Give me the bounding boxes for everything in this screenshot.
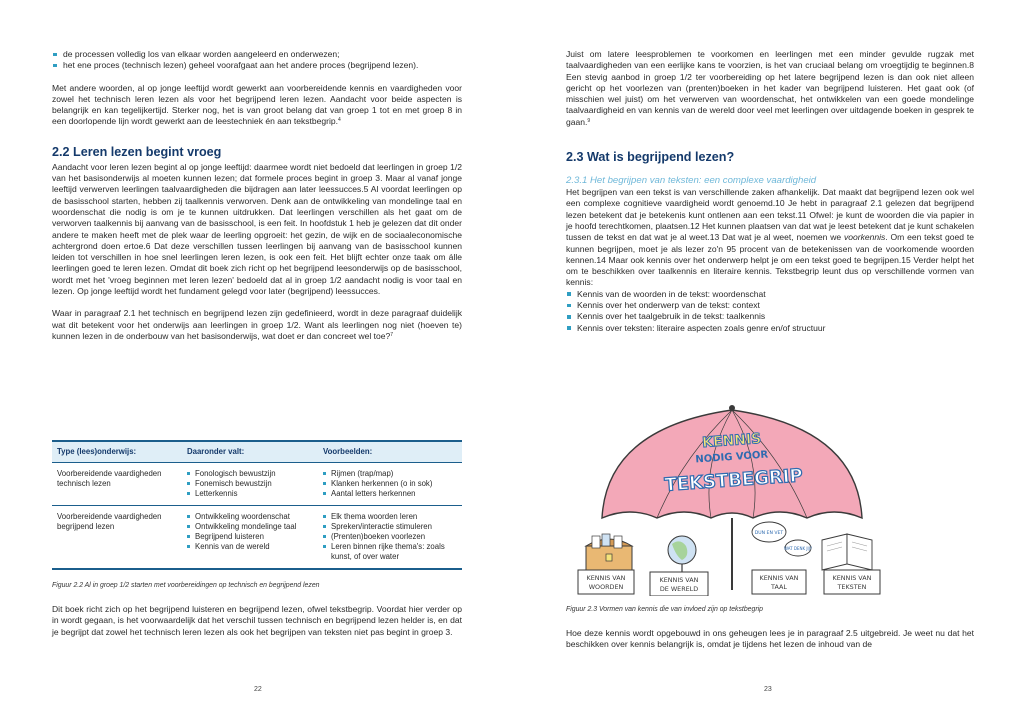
sign-label: KENNIS VAN	[659, 576, 699, 584]
sign-kennis-van-taal	[752, 570, 806, 594]
sign-label: WOORDEN	[588, 583, 624, 591]
umbrella-canopy	[602, 410, 862, 518]
table-row	[52, 506, 462, 570]
treasure-chest-icon	[586, 534, 632, 574]
subsection-heading: 2.3.1 Het begrijpen van teksten: een complexe vaardigheid	[566, 175, 817, 187]
paragraph: Aandacht voor leren lezen begint al op jonge leeftijd: daarmee wordt niet bedoeld dat leerlingen in groep 1/2 van het basisonderwijs al moeten kunnen lezen; dat formele proces begint in groep 3. Maar al vanaf jonge leeftijd verwerven leerlingen taalvaardigheden die bijdragen aan later leessucces.5 Al voordat leerlingen op de basisschool starten, hebben zij taalkennis verworven. Denk aan de ontwikkeling van mondelinge taal en woordenschat die nodig is om je te kunnen uitdrukken. Dat leerlingen verschillen als het gaat om de verworven taalkennis bij aanvang van de basisschool, is een feit. In hoofdstuk 1 heb je gelezen dat dit onder andere te maken heeft met de plek waar de leerling opgroeit: het gezin, de wijk en de sociaaleconomische achtergrond doen ertoe.6 Dat deze verschillen tussen leerlingen bij aanvang van de basisschool kunnen leiden tot verschillen in hoe snel leerlingen leren lezen, is ook een feit. Het blijft echter onze taak om álle leerlingen goed te leren lezen. Omdat dit boek zich richt op het begrijpend leesonderwijs op de basisschool, wordt met het 'vroeg beginnen met leren lezen' bedoeld dat al in groep 1/2 aandacht nodig is voor taal en lezen. Op jonge leeftijd wordt het fundament gelegd voor later (begrijpend) leessucces.	[52, 161, 462, 297]
table-cell	[182, 463, 318, 506]
open-book-icon	[822, 534, 872, 570]
table-header: Voorbeelden:	[318, 441, 462, 463]
bubble-text: WAT DENK JIJ?	[783, 546, 813, 551]
sign-kennis-van-woorden	[578, 570, 634, 594]
paragraph: Het begrijpen van een tekst is van verschillende zaken afhankelijk. Dat maakt dat begrijpend lezen ook wel een complexe cognitieve vaardigheid wordt genoemd.10 Je hebt in paragraaf 2.1 gelezen dat begrijpend lezen betekent dat je betekenis kunt ontlenen aan een tekst.11 Ofwel: je kunt de woorden die via papier in je hoofd terechtkomen, plaatsen.12 Het kunnen plaatsen van dat wat je leest betekent dat je kunt schakelen tussen de tekst en dat wat je al weet.13 Dat wat je al weet, noemen we voorkennis. Om een tekst goed te kunnen begrijpen, moet je als lezer zo'n 95 procent van de betekenissen van de voorkomende woorden kennen.14 Maar ook kennis over het onderwerp helpt je om een tekst goed te begrijpen.15 Verder helpt het om te beschikken over taalkennis en literaire kennis. Tekstbegrip leunt dus op verschillende vormen van kennis:	[566, 187, 974, 288]
table-cell	[182, 506, 318, 570]
page-number: 22	[254, 686, 262, 693]
paragraph: Waar in paragraaf 2.1 het technisch en begrijpend lezen zijn gedefinieerd, wordt in deze paragraaf duidelijk wat dit betekent voor het onderwijs aan leerlingen in groep 1/2. Want als leerlingen nog niet (hoeven te) kunnen lezen in de onderbouw van het basisonderwijs, wat doet er dan concreet wel toe?$^7$	[52, 308, 462, 341]
list-item: Kennis van de woorden in de tekst: woordenschat	[566, 289, 974, 300]
table-cell	[318, 506, 462, 570]
table-cell: Voorbereidende vaardigheden begrijpend lezen	[52, 506, 182, 570]
figure-caption: Figuur 2.2 Al in groep 1/2 starten met voorbereidingen op technisch en begrijpend lezen	[52, 582, 320, 589]
sign-label: DE WERELD	[659, 585, 699, 593]
umbrella-illustration	[572, 398, 892, 596]
list-item: Kennis over het taalgebruik in de tekst: taalkennis	[566, 311, 974, 322]
footnote-ref: 4	[338, 117, 341, 124]
umbrella-title-line3: TEKSTBEGRIP	[663, 465, 804, 496]
table-cell	[318, 463, 462, 506]
section-heading: 2.2 Leren lezen begint vroeg	[52, 144, 222, 159]
globe-icon	[668, 536, 696, 577]
list-item: het ene proces (technisch lezen) geheel voorafgaat aan het andere proces (begrijpend lezen).	[52, 60, 462, 71]
bubble-text: DUN EN VET	[754, 531, 784, 536]
sign-label: TEKSTEN	[837, 583, 867, 591]
right-text-top	[566, 49, 974, 334]
list-item: Fonemisch bewustzijn	[187, 479, 313, 489]
paragraph: Dit boek richt zich op het begrijpend luisteren en begrijpend lezen, ofwel tekstbegrip. Voordat hier verder op in wordt gegaan, is het voorwaardelijk dat het verschil tussen technisch en begrijpend lezen helder is, en dat je begrijpt dat zowel het technisch leren lezen als ook het begrijpen van teksten niet pas begint in groep 3.	[52, 604, 462, 637]
list-item: Klanken herkennen (o in sok)	[323, 479, 457, 489]
umbrella-title-line1: KENNIS	[701, 430, 762, 452]
list-item: de processen volledig los van elkaar worden aangeleerd en onderwezen;	[52, 49, 462, 60]
sign-label: KENNIS VAN	[586, 574, 626, 582]
list-item: (Prenten)boeken voorlezen	[323, 532, 457, 542]
table-header-row	[52, 441, 462, 463]
sign-label: KENNIS VAN	[832, 574, 872, 582]
table-header: Daaronder valt:	[182, 441, 318, 463]
list-item: Ontwikkeling woordenschat	[187, 512, 313, 522]
list-item: Begrijpend luisteren	[187, 532, 313, 542]
paragraph: Met andere woorden, al op jonge leeftijd wordt gewerkt aan voorbereidende kennis en vaardigheden voor zowel het technisch leren lezen als voor het begrijpend leren lezen. Aandacht voor beide aspecten is belangrijk en kan tegelijkertijd. Sterker nog, het is van groot belang dat van groep 1 tot en met groep 8 in een doorlopende lijn wordt gewerkt aan de leestechniek én aan tekstbegrip.$^4$	[52, 82, 462, 127]
list-item: Kennis van de wereld	[187, 542, 313, 552]
list-item: Fonologisch bewustzijn	[187, 469, 313, 479]
left-text-top	[52, 49, 462, 342]
list-item: Kennis over teksten: literaire aspecten zoals genre en/of structuur	[566, 323, 974, 334]
table-cell: Voorbereidende vaardigheden technisch lezen	[52, 463, 182, 506]
list-item: Kennis over het onderwerp van de tekst: context	[566, 300, 974, 311]
list-item: Elk thema woorden leren	[323, 512, 457, 522]
paragraph: Juist om latere leesproblemen te voorkomen en leerlingen met een minder gevulde rugzak met taalvaardigheden van een eerlijke kans te voorzien, is het van cruciaal belang om vroegtijdig te beginnen.8 Een stevig aanbod in groep 1/2 ter voorbereiding op het latere begrijpend lezen is dan ook niet alleen gericht op het voorlezen van (prenten)boeken in het kader van begrijpend luisteren. Het gaat ook (of misschien wel juist) om het verwerven van woordenschat, het ontwikkelen van een goede mondelinge taalvaardigheid en van kennis van de wereld door veel met leerlingen over uitdagende boeken in gesprek te gaan.$^9$	[566, 49, 974, 127]
sign-kennis-van-teksten	[824, 570, 880, 594]
reading-types-table	[52, 440, 462, 570]
list-item: Spreken/interactie stimuleren	[323, 522, 457, 532]
sign-label: KENNIS VAN	[759, 574, 799, 582]
right-text-bottom	[566, 628, 974, 651]
list-item: Rijmen (trap/map)	[323, 469, 457, 479]
list-item: Letterkennis	[187, 489, 313, 499]
left-text-bottom	[52, 604, 462, 638]
footnote-ref: 7	[390, 331, 394, 338]
knowledge-bullet-list	[566, 289, 974, 334]
speech-bubble-icon	[752, 522, 812, 556]
list-item: Aantal letters herkennen	[323, 489, 457, 499]
list-item: Leren binnen rijke thema's: zoals kunst, of over water	[323, 542, 457, 562]
list-item: Ontwikkeling mondelinge taal	[187, 522, 313, 532]
umbrella-title-line2: NODIG VOOR	[695, 449, 769, 466]
page-number: 23	[764, 686, 772, 693]
right-page	[512, 0, 1024, 715]
top-bullet-list	[52, 49, 462, 72]
section-heading: 2.3 Wat is begrijpend lezen?	[566, 150, 735, 165]
table-row	[52, 463, 462, 506]
figure-caption: Figuur 2.3 Vormen van kennis die van invloed zijn op tekstbegrip	[566, 606, 764, 613]
paragraph: Hoe deze kennis wordt opgebouwd in ons geheugen lees je in paragraaf 2.5 uitgebreid. Je weet nu dat het beschikken over kennis belangrijk is, omdat je tijdens het lezen de inhoud van de	[566, 628, 974, 650]
footnote-ref: 9	[587, 117, 591, 124]
table-header: Type (lees)onderwijs:	[52, 441, 182, 463]
sign-label: TAAL	[771, 583, 787, 591]
sign-kennis-van-de-wereld	[650, 572, 708, 596]
